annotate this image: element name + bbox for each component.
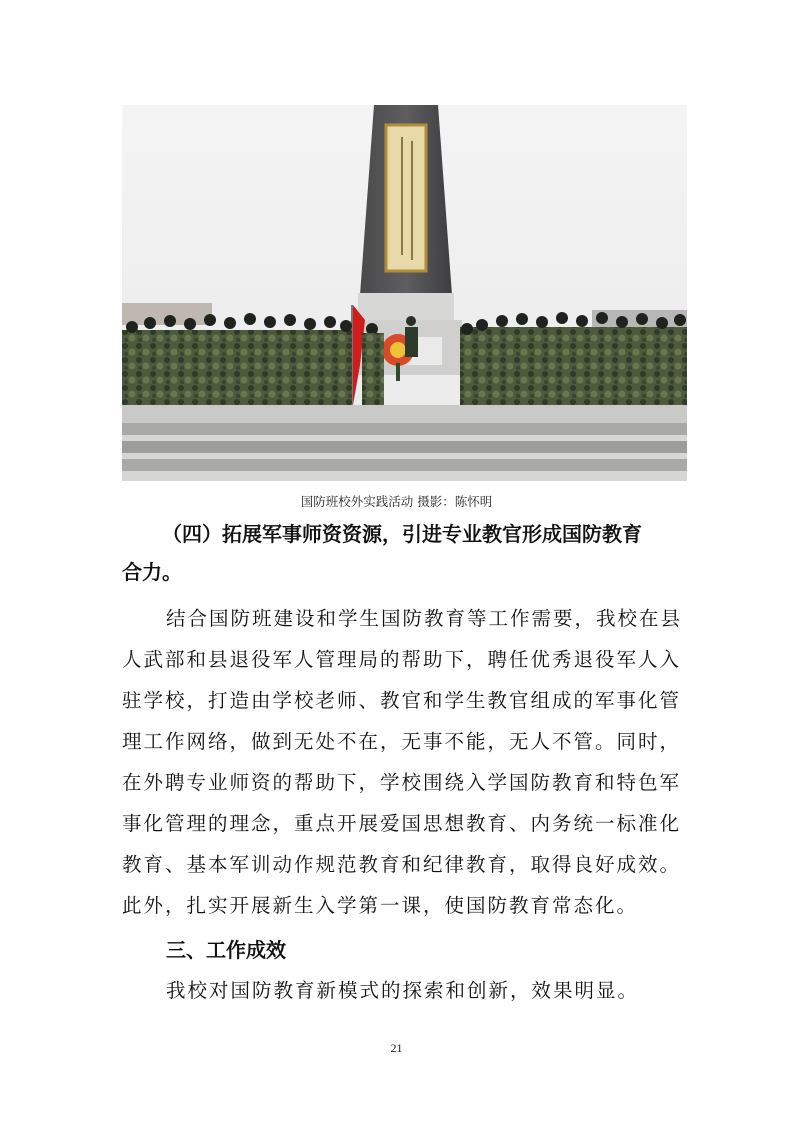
paragraph-line: 教育、基本军训动作规范教育和纪律教育，取得良好成效。 <box>122 853 682 876</box>
paragraph-line: 我校对国防教育新模式的探索和创新，效果明显。 <box>166 979 640 1002</box>
monument-plaque <box>386 125 426 271</box>
page-number: 21 <box>390 1041 403 1055</box>
paragraph-line: 理工作网络，做到无处不在，无事不能，无人不管。同时， <box>122 730 682 753</box>
section-three-heading: 三、工作成效 <box>166 938 286 962</box>
paragraph-line: 此外，扎实开展新生入学第一课，使国防教育常态化。 <box>122 894 639 917</box>
paragraph-line: 结合国防班建设和学生国防教育等工作需要，我校在县 <box>166 607 683 630</box>
paragraph-line: 在外聘专业师资的帮助下，学校围绕入学国防教育和特色军 <box>122 771 682 794</box>
paragraph-line: 驻学校，打造由学校老师、教官和学生教官组成的军事化管 <box>122 689 682 712</box>
memorial-photo <box>122 105 687 481</box>
paragraph-line: 事化管理的理念，重点开展爱国思想教育、内务统一标准化 <box>122 812 682 835</box>
section-four-heading-line1: （四）拓展军事师资资源，引进专业教官形成国防教育 <box>162 522 642 546</box>
section-four-heading <box>122 515 687 591</box>
paragraph-line: 人武部和县退役军人管理局的帮助下，聘任优秀退役军人入 <box>122 648 682 671</box>
photo-illustration <box>122 105 687 481</box>
section-four-heading-line2: 合力。 <box>122 560 182 584</box>
photo-caption: 国防班校外实践活动 摄影：陈怀明 <box>300 494 493 509</box>
